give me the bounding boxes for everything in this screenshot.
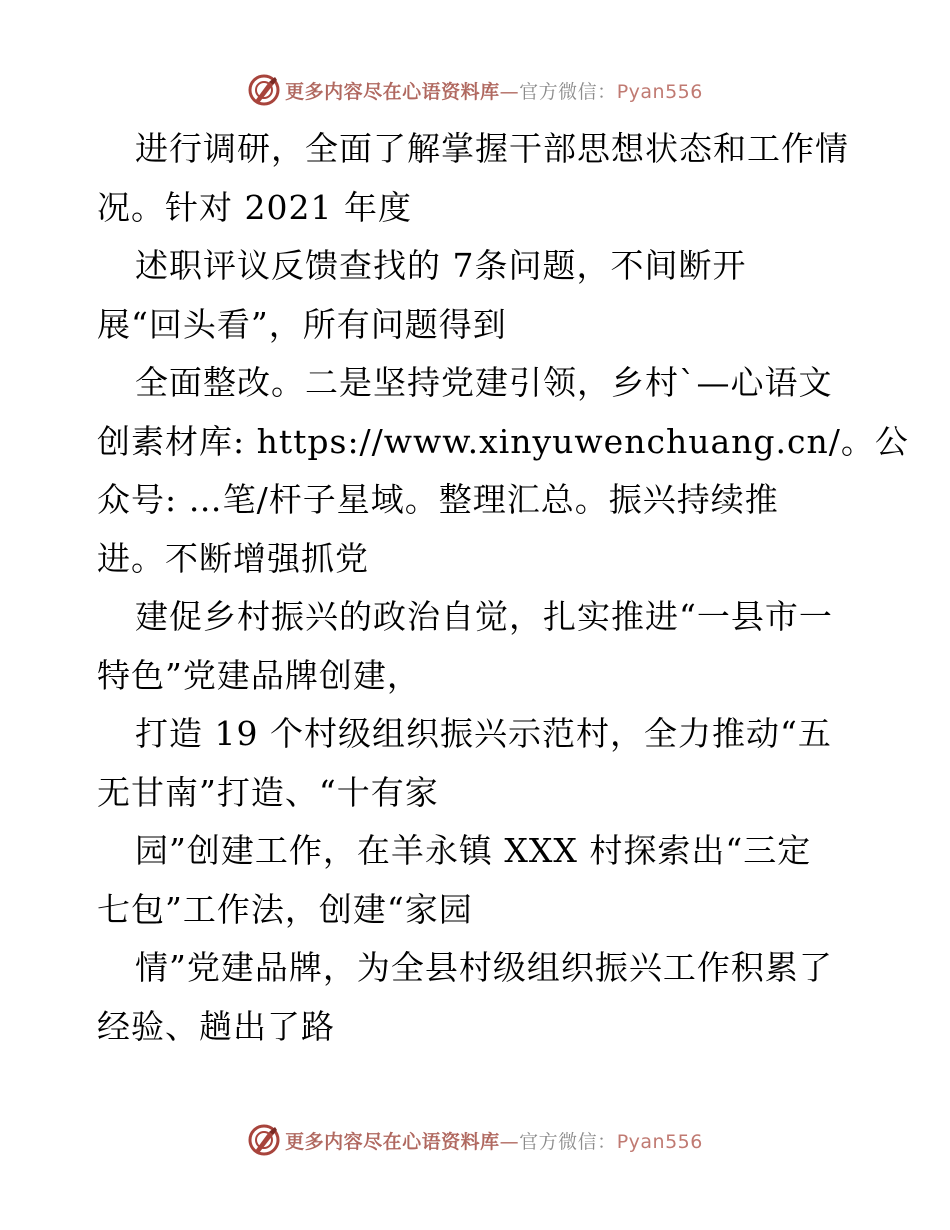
text-line: 况。针对 2021 年度 [97, 187, 412, 227]
footer-banner [0, 1120, 950, 1160]
text-line: 经验、趟出了路 [97, 1006, 335, 1046]
footer-banner-main: 更多内容尽在心语资料库 [285, 1130, 500, 1153]
text-line: 进。不断增强抓党 [97, 538, 369, 578]
text-line: 无甘南”打造、“十有家 [97, 772, 439, 812]
footer-wechat-id: Pyan556 [616, 1130, 703, 1153]
header-wechat-id: Pyan556 [616, 80, 703, 103]
document-body [97, 120, 909, 1056]
header-wechat-label: 官方微信： [519, 80, 617, 103]
footer-banner-text [285, 1127, 703, 1154]
text-line: 述职评议反馈查找的 7条问题，不间断开 [135, 246, 747, 285]
text-line: 进行调研，全面了解掌握干部思想状态和工作情 [135, 129, 849, 168]
text-line: 全面整改。二是坚持党建引领，乡村`—心语文 [135, 363, 833, 402]
text-line: 园”创建工作，在羊永镇 XXX 村探索出“三定 [135, 831, 812, 870]
text-line: 创素材库: https://www.xinyuwenchuang.cn/。公 [97, 421, 909, 461]
text-line: 展“回头看”，所有问题得到 [97, 304, 507, 344]
header-banner-text [285, 77, 703, 104]
footer-wechat-label: 官方微信： [519, 1130, 617, 1153]
text-line: 建促乡村振兴的政治自觉，扎实推进“一县市一 [135, 597, 833, 636]
text-line: 打造 19 个村级组织振兴示范村，全力推动“五 [135, 714, 832, 753]
text-line: 众号: …笔/杆子星域。整理汇总。振兴持续推 [97, 480, 779, 519]
text-line: 情”党建品牌，为全县村级组织振兴工作积累了 [135, 948, 833, 987]
header-banner [0, 70, 950, 110]
header-banner-main: 更多内容尽在心语资料库 [285, 80, 500, 103]
text-line: 七包”工作法，创建“家园 [97, 889, 473, 929]
text-line: 特色”党建品牌创建， [97, 655, 421, 695]
footer-banner-dash: — [499, 1130, 520, 1153]
pen-logo-icon [247, 1123, 281, 1157]
pen-logo-icon [247, 73, 281, 107]
header-banner-dash: — [499, 80, 520, 103]
